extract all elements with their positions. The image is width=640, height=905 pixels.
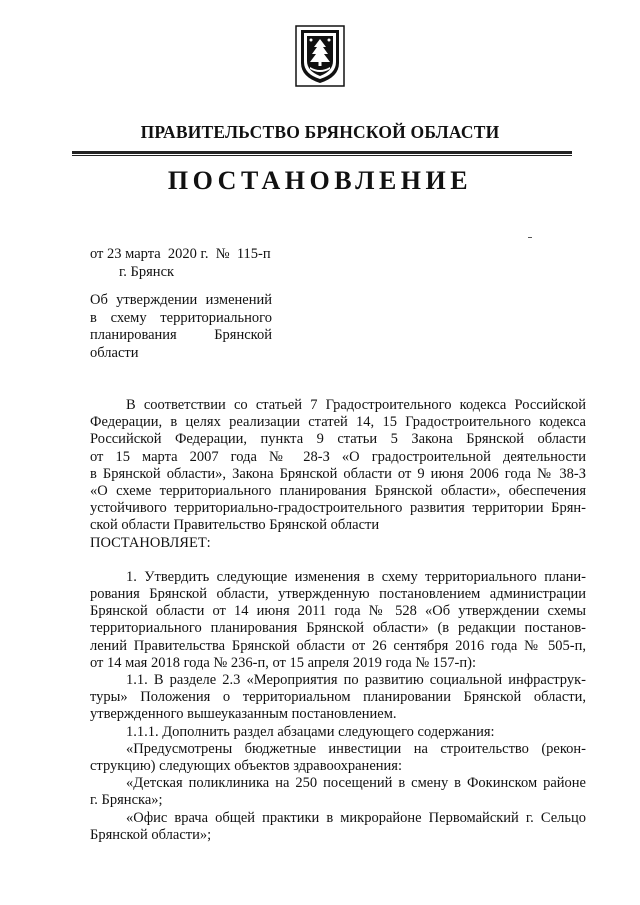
paragraph-gap	[90, 552, 586, 569]
body-line: в Брянской области», Закона Брянской области от 9 июня 2006 года № 38-З	[90, 465, 586, 482]
body-line: устойчивого территориально-градостроительного развития территории Брян-	[90, 500, 586, 517]
header-rule-thin	[72, 155, 572, 156]
body-line: «Предусмотрены бюджетные инвестиции на строительство (рекон-	[126, 740, 586, 757]
subject-line: в схему территориального	[90, 309, 272, 326]
body-line: «Детская поликлиника на 250 посещений в смену в Фокинском районе	[126, 775, 586, 792]
document-type-title: ПОСТАНОВЛЕНИЕ	[167, 166, 473, 195]
body-line: территориального планирования Брянской области» (в редакции постанов-	[90, 620, 586, 637]
body-line: Федерации, в целях реализации статей 14, 15 Градостроительного кодекса	[90, 414, 586, 431]
subject-line: области	[90, 344, 139, 361]
header-rule-thick	[72, 151, 572, 154]
body-line: ской области Правительство Брянской области	[90, 517, 380, 534]
document-city: г. Брянск	[119, 264, 175, 280]
body-line: от 14 мая 2018 года № 236-п, от 15 апреля 2019 года № 157-п):	[90, 654, 476, 671]
body-line: «О схеме территориального планирования Брянской области», обеспечения	[90, 483, 586, 500]
org-name: ПРАВИТЕЛЬСТВО БРЯНСКОЙ ОБЛАСТИ	[140, 122, 500, 142]
body-line: Брянской области от 14 июня 2011 года № 528 «Об утверждении схемы	[90, 603, 586, 620]
body-line: рования Брянской области, утвержденную постановлением администрации	[90, 586, 586, 603]
body-line: струкцию) следующих объектов здравоохранения:	[90, 758, 402, 775]
body-line: утвержденного вышеуказанным постановлением.	[90, 706, 397, 723]
body-line: 1. Утвердить следующие изменения в схему территориального плани-	[126, 568, 586, 585]
subject-line: Об утверждении изменений	[90, 292, 272, 308]
body-line-resolves: ПОСТАНОВЛЯЕТ:	[90, 534, 211, 551]
scan-mark	[528, 237, 532, 238]
subject-line: планирования Брянской	[90, 327, 272, 343]
document-date-number: от 23 марта 2020 г. № 115-п	[90, 246, 271, 262]
document-subject	[90, 292, 272, 362]
body-line: туры» Положения о территориальном планировании Брянской области,	[90, 689, 586, 706]
bryansk-coat-of-arms-icon	[295, 25, 345, 87]
body-line: В соответствии со статьей 7 Градостроительного кодекса Российской	[126, 397, 586, 413]
document-body	[90, 397, 586, 844]
body-line: 1.1.1. Дополнить раздел абзацами следующего содержания:	[126, 723, 495, 740]
body-line: г. Брянска»;	[90, 792, 163, 809]
body-line: от 15 марта 2007 года № 28-З «О градостроительной деятельности	[90, 448, 586, 465]
body-line: 1.1. В разделе 2.3 «Мероприятия по развитию социальной инфраструк-	[126, 672, 586, 689]
body-line: Брянской области»;	[90, 826, 212, 843]
body-line: «Офис врача общей практики в микрорайоне Первомайский г. Сельцо	[126, 809, 586, 826]
body-line: Российской Федерации, пункта 9 статьи 5 Закона Брянской области	[90, 431, 586, 448]
body-line: лений Правительства Брянской области от 26 сентября 2016 года № 505-п,	[90, 637, 586, 654]
